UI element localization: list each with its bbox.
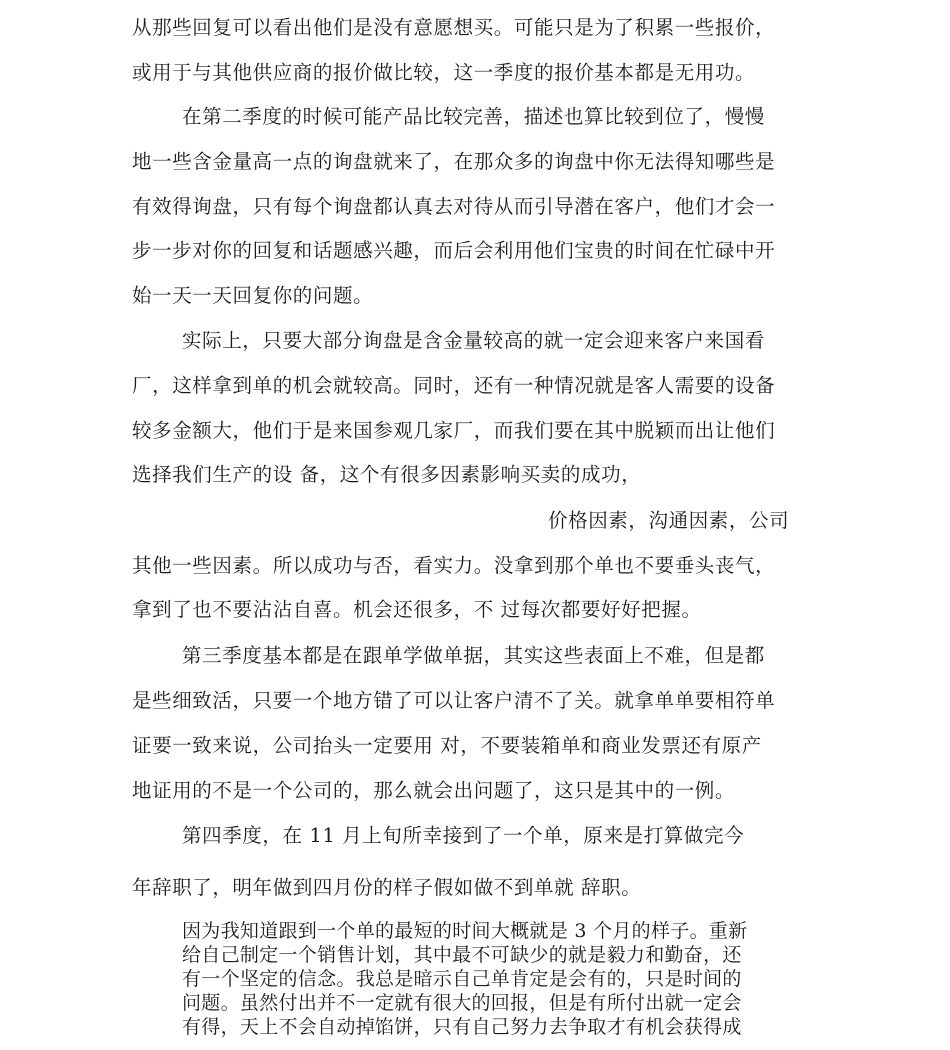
- paragraph-start-line: 实际上，只要大部分询盘是含金量较高的就一定会迎来客户来国看: [182, 329, 765, 352]
- text-line: 是些细致活，只要一个地方错了可以让客户清不了关。就拿单单要相符单: [132, 689, 776, 712]
- text-line: 问题。虽然付出并不一定就有很大的回报，但是有所付出就一定会: [182, 992, 742, 1014]
- text-line: 从那些回复可以看出他们是没有意愿想买。可能只是为了积累一些报价，: [132, 16, 776, 39]
- text-line: 或用于与其他供应商的报价做比较，这一季度的报价基本都是无用功。: [132, 61, 756, 84]
- text-line: 步一步对你的回复和话题感兴趣，而后会利用他们宝贵的时间在忙碌中开: [132, 239, 776, 262]
- text-line: 给自己制定一个销售计划，其中最不可缺少的就是毅力和勤奋，还: [182, 944, 742, 966]
- text-line: 较多金额大，他们于是来国参观几家厂，而我们要在其中脱颖而出让他们: [132, 419, 776, 442]
- text-line: 因为我知道跟到一个单的最短的时间大概就是 3 个月的样子。重新: [182, 920, 748, 942]
- text-line: 有一个坚定的信念。我总是暗示自己单肯定是会有的，只是时间的: [182, 968, 742, 990]
- text-line: 有效得询盘，只有每个询盘都认真去对待从而引导潜在客户，他们才会一: [132, 195, 776, 218]
- paragraph-start-line: 在第二季度的时候可能产品比较完善，描述也算比较到位了，慢慢: [182, 105, 765, 128]
- text-line: 拿到了也不要沾沾自喜。机会还很多，不 过每次都要好好把握。: [132, 598, 702, 621]
- text-line: 有得，天上不会自动掉馅饼，只有自己努力去争取才有机会获得成: [182, 1016, 742, 1038]
- text-line-right: 价格因素，沟通因素，公司: [548, 509, 790, 532]
- text-line: 地一些含金量高一点的询盘就来了，在那众多的询盘中你无法得知哪些是: [132, 150, 776, 173]
- text-line: 其他一些因素。所以成功与否，看实力。没拿到那个单也不要垂头丧气，: [132, 554, 776, 577]
- paragraph-start-line: 第四季度，在 11 月上旬所幸接到了一个单，原来是打算做完今: [182, 824, 745, 847]
- text-line: 始一天一天回复你的问题。: [132, 284, 374, 307]
- text-line: 地证用的不是一个公司的，那么就会出问题了，这只是其中的一例。: [132, 779, 736, 802]
- text-line: 选择我们生产的设 备，这个有很多因素影响买卖的成功，: [132, 463, 642, 486]
- text-line: 厂，这样拿到单的机会就较高。同时，还有一种情况就是客人需要的设备: [132, 374, 776, 397]
- text-line: 年辞职了，明年做到四月份的样子假如做不到单就 辞职。: [132, 876, 642, 899]
- text-line: 证要一致来说，公司抬头一定要用 对，不要装箱单和商业发票还有原产: [132, 734, 762, 757]
- paragraph-start-line: 第三季度基本都是在跟单学做单据，其实这些表面上不难，但是都: [182, 644, 765, 667]
